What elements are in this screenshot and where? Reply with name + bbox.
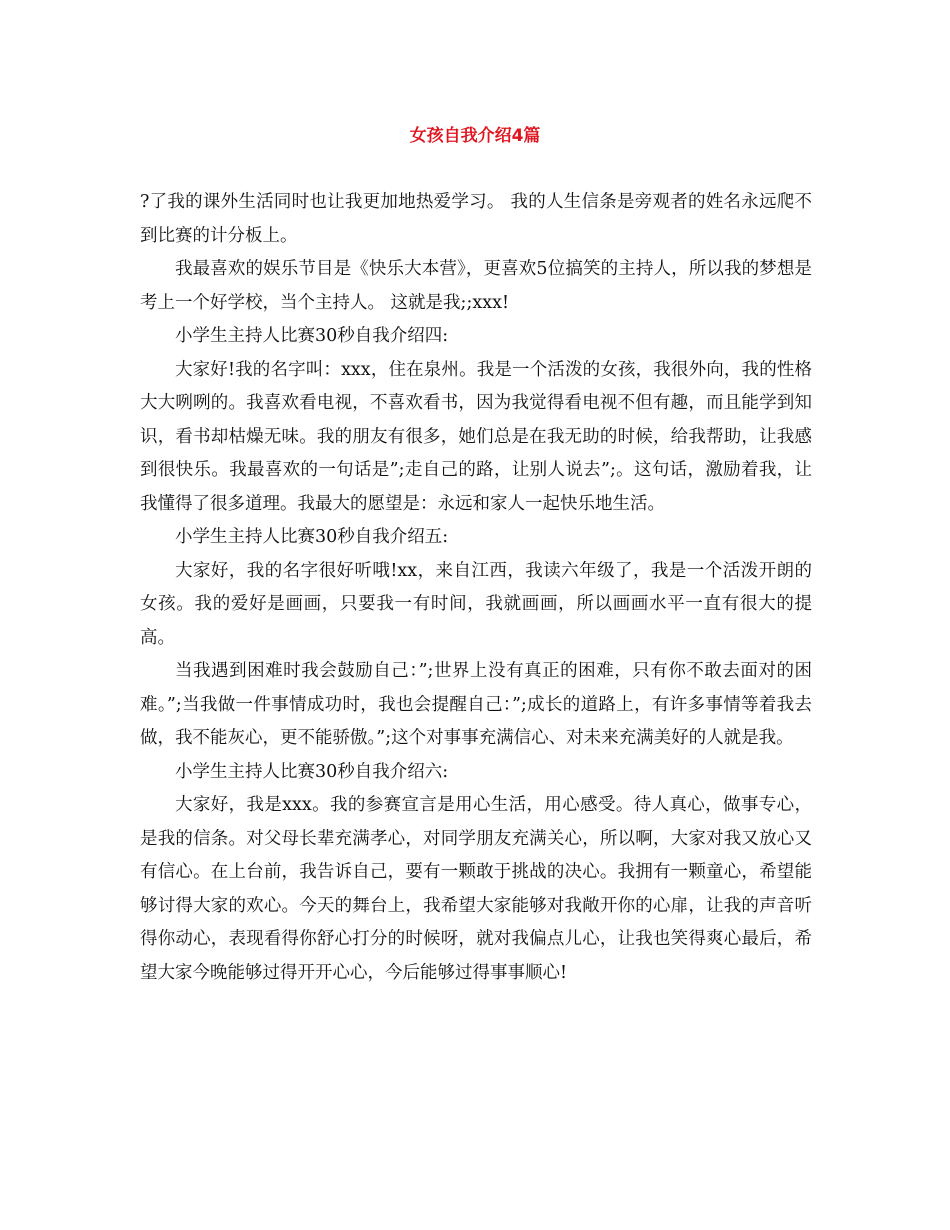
paragraph: 大家好，我是xxx。我的参赛宣言是用心生活，用心感受。待人真心，做事专心，是我的信条。对父母长辈充满孝心，对同学朋友充满关心，所以啊，大家对我又放心又有信心。在上台前，我告诉自己，要有一颗敢于挑战的决心。我拥有一颗童心，希望能够讨得大家的欢心。今天的舞台上，我希望大家能够对我敞开你的心扉，让我的声音听得你动心，表现看得你舒心打分的时候呀，就对我偏点儿心，让我也笑得爽心最后，希望大家今晚能够过得开开心心，今后能够过得事事顺心!: [140, 795, 812, 983]
section-heading: 小学生主持人比赛30秒自我介绍四:: [175, 326, 449, 346]
document-title: 女孩自我介绍4篇: [409, 126, 541, 146]
document-body: [140, 186, 812, 990]
paragraph: 我最喜欢的娱乐节目是《快乐大本营》，更喜欢5位搞笑的主持人，所以我的梦想是考上一个好学校，当个主持人。 这就是我;;xxx!: [140, 259, 812, 313]
paragraph: 大家好!我的名字叫：xxx，住在泉州。我是一个活泼的女孩，我很外向，我的性格大大咧咧的。我喜欢看电视，不喜欢看书，因为我觉得看电视不但有趣，而且能学到知识，看书却枯燥无味。我的朋友有很多，她们总是在我无助的时候，给我帮助，让我感到很快乐。我最喜欢的一句话是”;走自己的路，让别人说去”;。这句话，激励着我，让我懂得了很多道理。我最大的愿望是：永远和家人一起快乐地生活。: [140, 359, 812, 514]
paragraph: 大家好，我的名字很好听哦!xx，来自江西，我读六年级了，我是一个活泼开朗的女孩。我的爱好是画画，只要我一有时间，我就画画，所以画画水平一直有很大的提高。: [140, 560, 812, 648]
section-heading: 小学生主持人比赛30秒自我介绍五:: [175, 527, 449, 547]
section-heading: 小学生主持人比赛30秒自我介绍六:: [175, 761, 449, 782]
paragraph: 当我遇到困难时我会鼓励自己：”;世界上没有真正的困难，只有你不敢去面对的困难。”;当我做一件事情成功时，我也会提醒自己：”;成长的道路上，有许多事情等着我去做，我不能灰心，更不能骄傲。”;这个对事事充满信心、对未来充满美好的人就是我。: [140, 661, 812, 748]
paragraph: ?了我的课外生活同时也让我更加地热爱学习。 我的人生信条是旁观者的姓名永远爬不到比赛的计分板上。: [140, 192, 812, 246]
